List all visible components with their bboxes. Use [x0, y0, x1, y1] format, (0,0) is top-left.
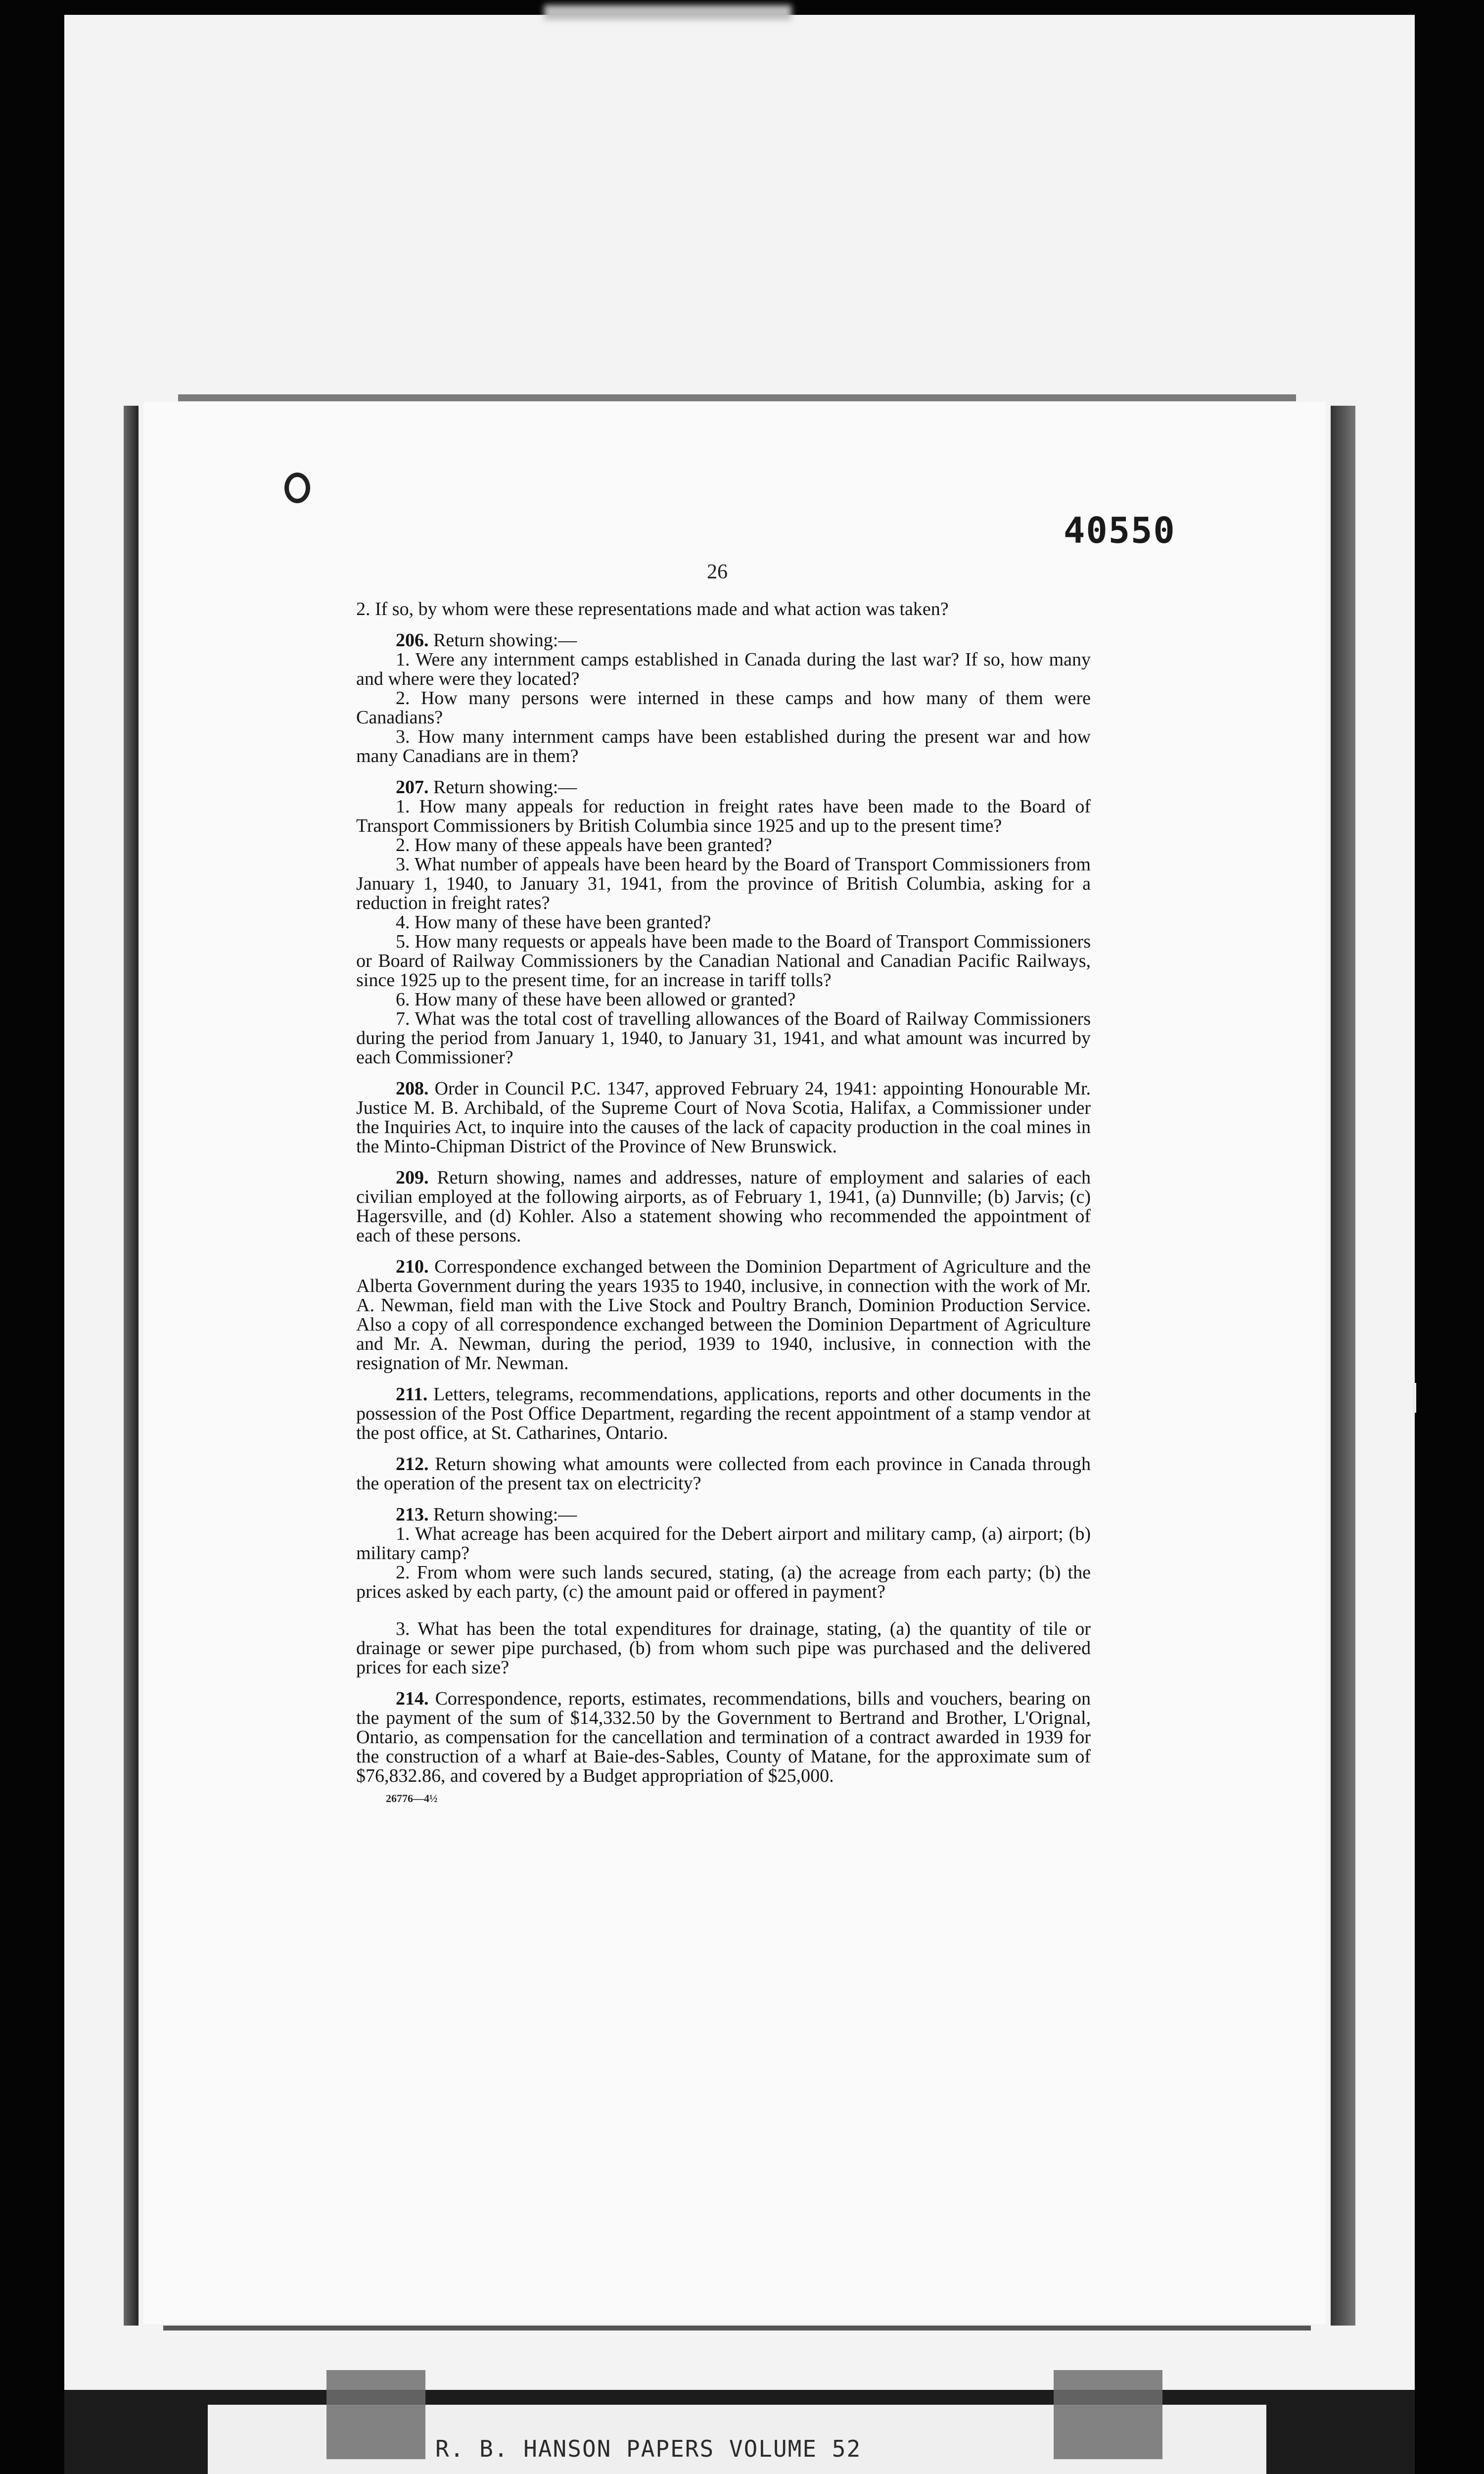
item-210: [356, 1257, 1091, 1373]
item-number: 209.: [396, 1167, 437, 1188]
bottom-page-rule: [163, 2326, 1311, 2331]
paragraph: [356, 650, 1091, 689]
item-text: Return showing what amounts were collected from each province in Canada through the operation of the present tax on electricity?: [356, 1454, 1091, 1494]
document-body: [356, 600, 1091, 1808]
paragraph: [356, 727, 1091, 766]
print-code-footnote: 26776—4½: [386, 1792, 438, 1805]
archive-volume-label: R. B. HANSON PAPERS VOLUME 52: [435, 2435, 862, 2462]
paragraph: [356, 913, 1091, 932]
item-text: 1. How many appeals for reduction in freight rates have been made to the Board of Transport Commissioners by British Columbia since 1925 and up to the present time?: [356, 796, 1091, 836]
item-207: [356, 778, 1091, 797]
item-text: 2. If so, by whom were these representations made and what action was taken?: [356, 599, 949, 619]
margin-mark: [1412, 1383, 1416, 1413]
paragraph: [356, 1619, 1091, 1677]
item-number: 208.: [396, 1078, 435, 1099]
item-213: [356, 1505, 1091, 1524]
item-number: 207.: [396, 777, 433, 798]
item-212: [356, 1455, 1091, 1493]
item-number: 211.: [396, 1384, 434, 1405]
item-214: [356, 1689, 1091, 1786]
item-209: [356, 1168, 1091, 1245]
item-text: 3. What number of appeals have been heard by the Board of Transport Commissioners from January 1, 1940, to January 31, 1941, from the province of British Columbia, asking for a reduction in freight rates?: [356, 854, 1091, 913]
top-page-rule: [178, 394, 1296, 401]
tape-right: [1054, 2370, 1162, 2459]
item-text: Return showing:—: [433, 1504, 577, 1525]
item-number: 213.: [396, 1504, 433, 1525]
item-number: 214.: [396, 1688, 435, 1709]
item-text: 1. What acreage has been acquired for the Debert airport and military camp, (a) airport; (b) military camp?: [356, 1523, 1091, 1564]
item-text: Return showing:—: [433, 777, 577, 798]
item-number: 212.: [396, 1454, 435, 1475]
paragraph: [356, 932, 1091, 990]
left-page-edge: [124, 406, 139, 2326]
paragraph: [356, 855, 1091, 913]
item-text: Letters, telegrams, recommendations, applications, reports and other documents in the possession of the Post Office Department, regarding the recent appointment of a stamp vendor at the post office, at St. Catharines, Ontario.: [356, 1384, 1091, 1443]
item-text: Return showing:—: [433, 630, 577, 651]
item-text: 1. Were any internment camps established in Canada during the last war? If so, how many and where were they located?: [356, 649, 1091, 689]
item-text: 2. From whom were such lands secured, stating, (a) the acreage from each party; (b) the prices asked by each party, (c) the amount paid or offered in payment?: [356, 1562, 1091, 1602]
item-text: 3. How many internment camps have been established during the present war and how many Canadians are in them?: [356, 726, 1091, 766]
film-smudge: [544, 5, 791, 20]
paragraph: [356, 797, 1091, 836]
right-page-edge: [1331, 406, 1355, 2326]
item-208: [356, 1079, 1091, 1156]
page-number: 26: [707, 561, 728, 583]
paragraph: [356, 1563, 1091, 1602]
item-text: 2. How many of these appeals have been granted?: [396, 835, 772, 856]
punch-hole-icon: [284, 473, 310, 503]
item-text: Correspondence exchanged between the Dominion Department of Agriculture and the Alberta Government during the years 1935 to 1940, inclusive, in connection with the work of Mr. A. Newman, field man with the Live Stock and Poultry Branch, Dominion Production Service. Also a copy of all correspondence exchanged between the Dominion Department of Agriculture and Mr. A. Newman, during the period, 1939 to 1940, inclusive, in connection with the resignation of Mr. Newman.: [356, 1256, 1091, 1374]
item-text: 3. What has been the total expenditures for drainage, stating, (a) the quantity of tile or drainage or sewer pipe purchased, (b) from whom such pipe was purchased and the delivered prices for each size?: [356, 1618, 1091, 1678]
paragraph: [356, 1009, 1091, 1067]
item-number: 210.: [396, 1256, 435, 1277]
paragraph: [356, 990, 1091, 1009]
item-text: Correspondence, reports, estimates, recommendations, bills and vouchers, bearing on the payment of the sum of $14,332.50 by the Government to Bertrand and Brother, L'Orignal, Ontario, as compensation for the cancellation and termination of a contract awarded in 1939 for the construction of a wharf at Baie-des-Sables, County of Matane, for the approximate sum of $76,832.86, and covered by a Budget appropriation of $25,000.: [356, 1688, 1091, 1786]
item-text: Order in Council P.C. 1347, approved February 24, 1941: appointing Honourable Mr. Justice M. B. Archibald, of the Supreme Court of Nova Scotia, Halifax, a Commissioner under the Inquiries Act, to inquire into the causes of the lack of capacity production in the coal mines in the Minto-Chipman District of the Province of New Brunswick.: [356, 1078, 1091, 1157]
stamped-page-number: 40550: [1064, 510, 1176, 551]
item-number: 206.: [396, 630, 433, 651]
paragraph: [356, 1524, 1091, 1563]
item-text: 7. What was the total cost of travelling allowances of the Board of Railway Commissioners during the period from January 1, 1940, to January 31, 1941, and what amount was incurred by each Commissioner?: [356, 1008, 1091, 1068]
tape-left: [326, 2370, 425, 2459]
item-text: 4. How many of these have been granted?: [396, 912, 711, 933]
item-text: 5. How many requests or appeals have been made to the Board of Transport Commissioners or Board of Railway Commissioners by the Canadian National and Canadian Pacific Railways, since 1925 up to the present time, for an increase in tariff tolls?: [356, 931, 1091, 991]
paragraph: [356, 689, 1091, 727]
paragraph: [356, 836, 1091, 855]
item-text: 2. How many persons were interned in these camps and how many of them were Canadians?: [356, 688, 1091, 728]
item-206: [356, 631, 1091, 650]
item-text: 6. How many of these have been allowed or granted?: [396, 989, 796, 1010]
item-211: [356, 1385, 1091, 1443]
paragraph: [356, 600, 1091, 619]
item-text: Return showing, names and addresses, nature of employment and salaries of each civilian employed at the following airports, as of February 1, 1941, (a) Dunnville; (b) Jarvis; (c) Hagersville, and (d) Kohler. Also a statement showing who recommended the appointment of each of these persons.: [356, 1167, 1091, 1246]
